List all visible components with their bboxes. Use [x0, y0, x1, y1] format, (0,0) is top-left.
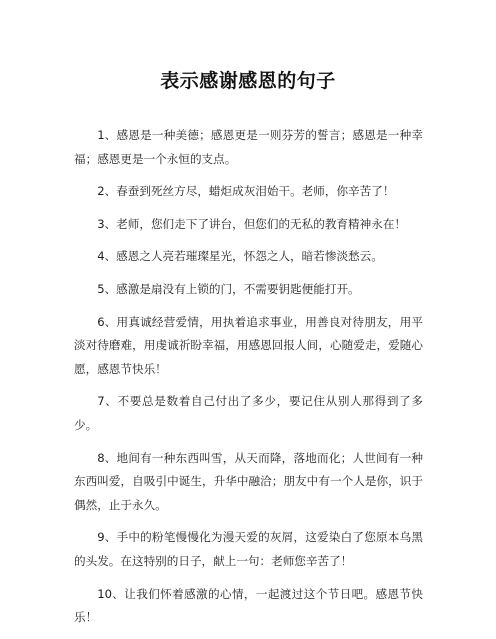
document-body [74, 124, 423, 639]
paragraph-9: 9、手中的粉笔慢慢化为漫天爱的灰屑，这爱染白了您原本乌黑的头发。在这特别的日子，献上一句：老师您辛苦了！ [74, 530, 423, 568]
paragraph-2: 2、春蚕到死丝方尽，蜡炬成灰泪始干。老师，你辛苦了！ [97, 184, 395, 199]
paragraph-4: 4、感恩之人亮若璀璨星光，怀怨之人，暗若惨淡愁云。 [97, 249, 383, 264]
paragraph-5: 5、感激是扇没有上锁的门，不需要钥匙便能打开。 [97, 281, 360, 296]
paragraph-8: 8、地间有一种东西叫雪，从天而降，落地而化；人世间有一种东西叫爱，自吸引中诞生，升华中融洽；朋友中有一个人是你，识于偶然，止于永久。 [74, 450, 423, 512]
paragraph-10: 10、让我们怀着感激的心情，一起渡过这个节日吧。感恩节快乐！ [74, 586, 423, 625]
paragraph-1: 1、感恩是一种美德；感恩更是一则芬芳的誓言；感恩是一种幸福；感恩更是一个永恒的支点。 [74, 128, 423, 166]
paragraph-7: 7、不要总是数着自己付出了多少，要记住从别人那得到了多少。 [74, 394, 423, 432]
paragraph-6: 6、用真诚经营爱情，用执着追求事业，用善良对待朋友，用平淡对待磨难，用虔诚祈盼幸福，用感恩回报人间，心随爱走，爱随心愿，感恩节快乐！ [74, 314, 423, 376]
page-title: 表示感谢感恩的句子 [160, 70, 336, 92]
paragraph-3: 3、老师，您们走下了讲台，但您们的无私的教育精神永在！ [97, 216, 407, 231]
